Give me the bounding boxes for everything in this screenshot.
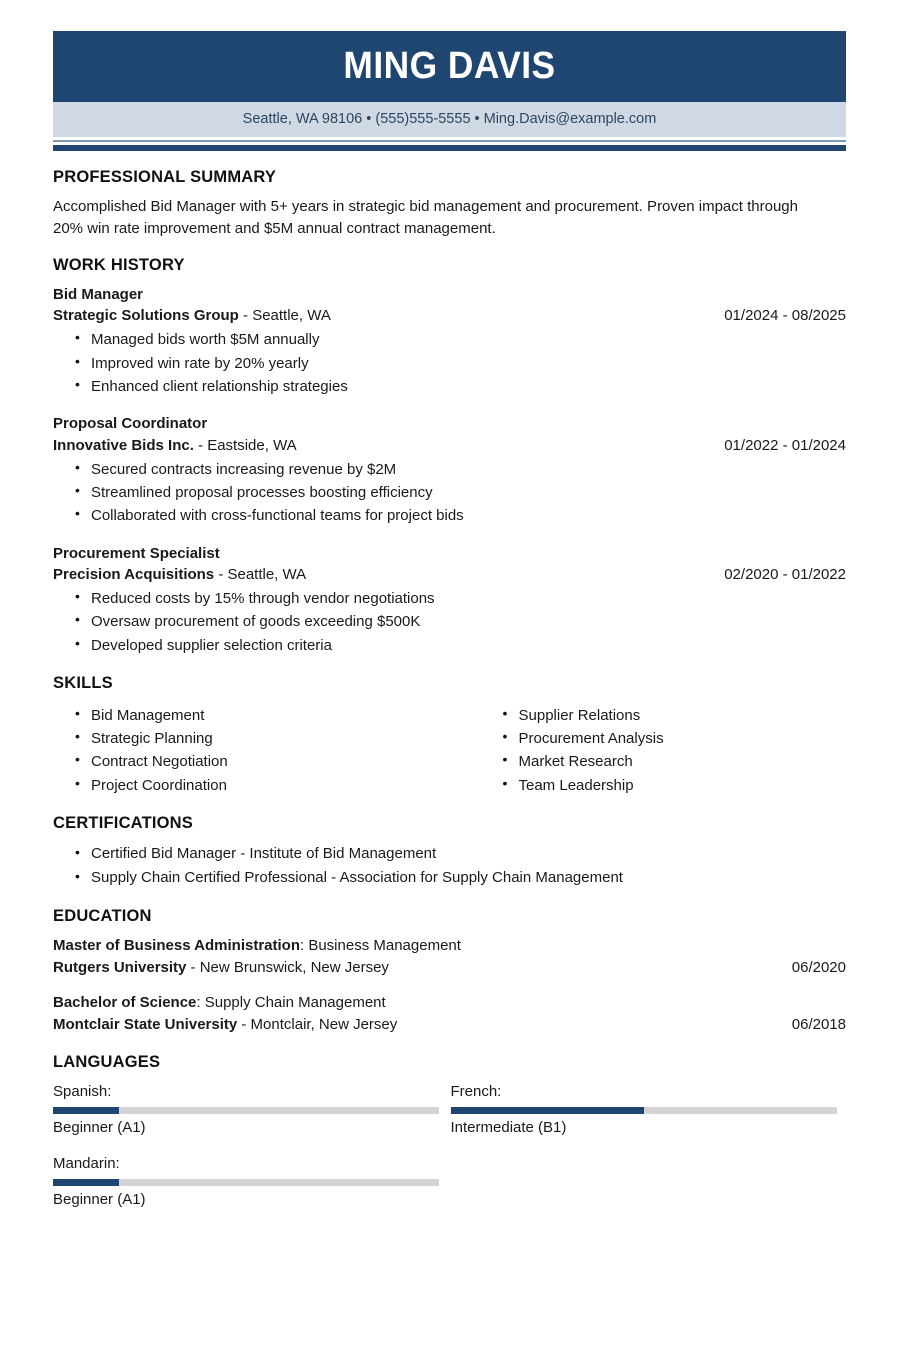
contact-line: Seattle, WA 98106 • (555)555-5555 • Ming.Davis@example.com [242, 110, 657, 127]
language-inner [53, 1153, 439, 1212]
job-company: Strategic Solutions Group [53, 307, 239, 325]
job-bullet: • Developed supplier selection criteria [53, 634, 846, 657]
candidate-name: MING DAVIS [343, 45, 556, 87]
education-degree: Bachelor of Science [53, 994, 197, 1012]
section-title-skills: SKILLS [53, 673, 113, 692]
skill-item: • Bid Management [53, 704, 450, 727]
job-bullets [53, 328, 846, 398]
education-school-line [53, 957, 846, 979]
resume-header [53, 31, 846, 151]
job-dates: 01/2024 - 08/2025 [724, 307, 846, 325]
education-date: 06/2020 [791, 958, 846, 976]
education-field: : Business Management [300, 936, 461, 954]
job-entry [53, 284, 846, 398]
education-location: - New Brunswick, New Jersey [186, 958, 389, 976]
job-title: Proposal Coordinator [53, 415, 208, 433]
language-entry [53, 1153, 450, 1212]
skills-column-left [53, 702, 450, 797]
section-professional-summary [53, 168, 846, 239]
job-bullet: • Improved win rate by 20% yearly [53, 352, 846, 375]
divider-thick-line [53, 145, 846, 151]
section-languages [53, 1053, 846, 1225]
section-education [53, 907, 846, 1036]
skill-item: • Contract Negotiation [53, 750, 450, 773]
job-company-location [53, 305, 331, 326]
education-date: 06/2018 [791, 1016, 846, 1034]
job-bullet: • Streamlined proposal processes boosting efficiency [53, 481, 846, 504]
job-company-line [53, 435, 846, 456]
language-level: Beginner (A1) [53, 1191, 146, 1209]
skill-item: • Strategic Planning [53, 727, 450, 750]
skill-item: • Supplier Relations [481, 704, 847, 727]
language-proficiency-fill [53, 1179, 119, 1186]
job-company-line [53, 305, 846, 326]
section-certifications [53, 814, 846, 890]
job-bullets [53, 587, 846, 657]
language-entry [450, 1081, 847, 1140]
job-bullet: • Enhanced client relationship strategies [53, 375, 846, 398]
education-school-line [53, 1014, 846, 1036]
summary-text: Accomplished Bid Manager with 5+ years in strategic bid management and procurement. Proven impact through 20% win rate improvement and $5M annual contract management. [53, 198, 798, 237]
job-company-location [53, 564, 306, 585]
section-work-history [53, 256, 846, 657]
job-title: Procurement Specialist [53, 544, 220, 562]
skills-list-right [481, 704, 847, 797]
education-school-location [53, 957, 389, 979]
job-bullet: • Secured contracts increasing revenue by $2M [53, 458, 846, 481]
language-proficiency-track [53, 1107, 439, 1114]
skills-grid [53, 702, 846, 797]
language-inner [451, 1081, 837, 1140]
job-bullet: • Oversaw procurement of goods exceeding $500K [53, 610, 846, 633]
education-school: Montclair State University [53, 1016, 238, 1034]
language-level: Intermediate (B1) [450, 1119, 567, 1137]
language-name: Mandarin: [53, 1154, 120, 1172]
education-school: Rutgers University [53, 958, 187, 976]
language-name: French: [450, 1082, 502, 1100]
section-title-certifications: CERTIFICATIONS [53, 813, 193, 832]
header-divider [53, 140, 846, 151]
job-bullets [53, 458, 846, 528]
education-degree-line [53, 935, 846, 957]
job-company-location [53, 435, 297, 456]
job-dates: 01/2022 - 01/2024 [724, 436, 846, 454]
education-entry [53, 935, 846, 979]
languages-grid [53, 1081, 846, 1225]
skill-item: • Procurement Analysis [481, 727, 847, 750]
section-title-summary: PROFESSIONAL SUMMARY [53, 168, 277, 187]
education-location: - Montclair, New Jersey [237, 1016, 398, 1034]
education-field: : Supply Chain Management [196, 994, 386, 1012]
job-location: - Seattle, WA [214, 565, 307, 583]
section-skills [53, 674, 846, 797]
skill-item: • Project Coordination [53, 774, 450, 797]
education-degree-line [53, 992, 846, 1014]
language-proficiency-fill [451, 1107, 644, 1114]
language-level: Beginner (A1) [53, 1119, 146, 1137]
job-bullet: • Reduced costs by 15% through vendor negotiations [53, 587, 846, 610]
language-inner [53, 1081, 439, 1140]
job-title: Bid Manager [53, 285, 144, 303]
education-school-location [53, 1014, 397, 1036]
skill-item: • Team Leadership [481, 774, 847, 797]
certification-item: • Supply Chain Certified Professional - Association for Supply Chain Management [53, 866, 846, 890]
skills-column-right [450, 702, 847, 797]
job-company: Precision Acquisitions [53, 565, 215, 583]
job-location: - Eastside, WA [193, 436, 297, 454]
job-entry [53, 543, 846, 657]
section-title-education: EDUCATION [53, 906, 152, 925]
job-bullet: • Collaborated with cross-functional teams for project bids [53, 504, 846, 527]
language-proficiency-track [53, 1179, 439, 1186]
language-name: Spanish: [53, 1082, 112, 1100]
contact-band [53, 102, 846, 137]
resume-content [53, 31, 846, 1225]
education-entry [53, 992, 846, 1036]
section-title-work-history: WORK HISTORY [53, 255, 185, 274]
job-bullet: • Managed bids worth $5M annually [53, 328, 846, 351]
language-entry [53, 1081, 450, 1140]
job-company: Innovative Bids Inc. [53, 436, 194, 454]
job-dates: 02/2020 - 01/2022 [724, 565, 846, 583]
language-proficiency-fill [53, 1107, 119, 1114]
name-band [53, 31, 846, 102]
education-degree: Master of Business Administration [53, 936, 300, 954]
job-location: - Seattle, WA [238, 307, 331, 325]
certification-item: • Certified Bid Manager - Institute of Bid Management [53, 842, 846, 866]
language-proficiency-track [451, 1107, 837, 1114]
job-company-line [53, 564, 846, 585]
job-entry [53, 413, 846, 527]
certifications-list [53, 842, 846, 890]
skills-list-left [53, 704, 450, 797]
skill-item: • Market Research [481, 750, 847, 773]
section-title-languages: LANGUAGES [53, 1052, 161, 1071]
